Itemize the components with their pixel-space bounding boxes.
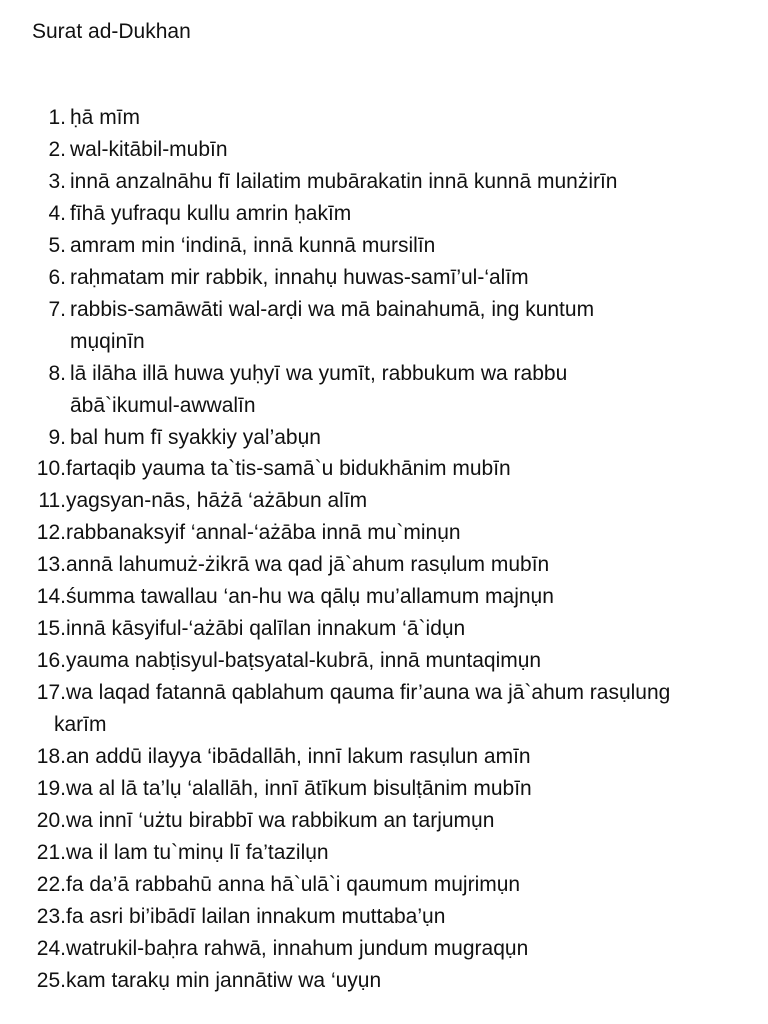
- verse-item: [30, 134, 755, 166]
- verse-continuation-line: ābā`ikumul-awwalīn: [70, 393, 256, 417]
- verse-line: rabbanaksyif ‘annal-‘ażāba innā mu`minụn: [66, 521, 461, 545]
- verse-item: [30, 422, 755, 454]
- verse-number: 22.: [36, 872, 66, 896]
- verse-text: [66, 965, 755, 997]
- verse-list: [30, 102, 755, 997]
- verse-item: [30, 294, 755, 358]
- verse-line: wal-kitābil-mubīn: [70, 137, 228, 161]
- verse-number: 18.: [36, 745, 66, 769]
- verse-item: [30, 262, 755, 294]
- verse-continuation-line: mụqinīn: [70, 329, 145, 353]
- verse-line: kam tarakụ min jannātiw wa ‘uyụn: [66, 968, 382, 992]
- verse-number: 8.: [48, 361, 66, 385]
- verse-text: [66, 485, 755, 517]
- verse-continuation-line: karīm: [54, 713, 107, 737]
- verse-text: [70, 230, 755, 262]
- verse-text: [66, 645, 755, 677]
- verse-line: śumma tawallau ‘an-hu wa qālụ mu’allamum majnụn: [66, 585, 554, 609]
- verse-line: watrukil-baḥra rahwā, innahum jundum mugraqụn: [66, 936, 529, 960]
- verse-item: [30, 358, 755, 422]
- verse-item: [30, 102, 755, 134]
- verse-item: [30, 485, 755, 517]
- verse-text: [66, 613, 755, 645]
- verse-number: 4.: [48, 201, 66, 225]
- verse-number: 25.: [36, 968, 66, 992]
- verse-text: [66, 869, 755, 901]
- verse-number: 15.: [36, 617, 66, 641]
- verse-number: 12.: [36, 521, 66, 545]
- verse-line: fa da’ā rabbahū anna hā`ulā`i qaumum mujrimụn: [66, 872, 521, 896]
- verse-line: ḥā mīm: [70, 106, 141, 129]
- verse-line: fīhā yufraqu kullu amrin ḥakīm: [70, 201, 352, 225]
- verse-number: 6.: [48, 265, 66, 289]
- verse-line: wa laqad fatannā qablahum qauma fir’auna wa jā`ahum rasụlung: [66, 681, 671, 705]
- verse-text: [70, 422, 755, 454]
- verse-number: 5.: [48, 233, 66, 257]
- verse-number: 19.: [36, 777, 66, 801]
- verse-number: 23.: [36, 904, 66, 928]
- verse-item: [30, 166, 755, 198]
- verse-line: yauma nabṭisyul-baṭsyatal-kubrā, innā muntaqimụn: [66, 649, 542, 673]
- verse-text: [66, 901, 755, 933]
- verse-item: [30, 613, 755, 645]
- verse-text: [66, 453, 755, 485]
- verse-line: fartaqib yauma ta`tis-samā`u bidukhānim mubīn: [66, 457, 511, 481]
- verse-number: 7.: [48, 297, 66, 321]
- verse-item: [30, 837, 755, 869]
- verse-text: [66, 741, 755, 773]
- verse-item: [30, 198, 755, 230]
- verse-line: raḥmatam mir rabbik, innahụ huwas-samī’ul-‘alīm: [70, 265, 529, 289]
- verse-number: 20.: [36, 808, 66, 832]
- verse-text: [70, 102, 755, 134]
- verse-line: amram min ‘indinā, innā kunnā mursilīn: [70, 233, 436, 257]
- verse-item: [30, 645, 755, 677]
- verse-text: [54, 677, 755, 741]
- verse-line: rabbis-samāwāti wal-arḍi wa mā bainahumā, ing kuntum: [70, 297, 595, 321]
- verse-item: [30, 933, 755, 965]
- verse-item: [30, 805, 755, 837]
- verse-item: [30, 453, 755, 485]
- verse-number: 14.: [36, 585, 66, 609]
- verse-text: [66, 933, 755, 965]
- verse-text: [66, 581, 755, 613]
- verse-text: [66, 837, 755, 869]
- verse-number: 1.: [48, 106, 66, 129]
- verse-line: an addū ilayya ‘ibādallāh, innī lakum rasụlun amīn: [66, 745, 531, 769]
- verse-number: 11.: [38, 489, 66, 513]
- verse-item: [30, 965, 755, 997]
- verse-number: 10.: [36, 457, 66, 481]
- verse-number: 16.: [36, 649, 66, 673]
- verse-line: fa asri bi’ibādī lailan innakum muttaba’ụn: [66, 904, 446, 928]
- verse-item: [30, 869, 755, 901]
- document-title: Surat ad-Dukhan: [32, 20, 191, 43]
- verse-line: lā ilāha illā huwa yuḥyī wa yumīt, rabbukum wa rabbu: [70, 361, 568, 385]
- verse-item: [30, 741, 755, 773]
- verse-line: annā lahumuż-żikrā wa qad jā`ahum rasụlum mubīn: [66, 553, 550, 577]
- verse-line: wa al lā ta’lụ ‘alallāh, innī ātīkum bisulṭānim mubīn: [66, 777, 532, 801]
- verse-item: [30, 773, 755, 805]
- verse-number: 17.: [36, 681, 66, 705]
- verse-text: [70, 262, 755, 294]
- verse-text: [70, 134, 755, 166]
- verse-item: [30, 517, 755, 549]
- verse-text: [70, 198, 755, 230]
- verse-line: innā anzalnāhu fī lailatim mubārakatin innā kunnā munżirīn: [70, 169, 618, 193]
- verse-text: [66, 549, 755, 581]
- verse-text: [70, 166, 755, 198]
- verse-line: wa innī ‘użtu birabbī wa rabbikum an tarjumụn: [66, 808, 495, 832]
- verse-item: [30, 901, 755, 933]
- verse-text: [70, 294, 755, 358]
- verse-text: [70, 358, 755, 422]
- verse-line: bal hum fī syakkiy yal’abụn: [70, 425, 321, 449]
- verse-number: 13.: [36, 553, 66, 577]
- verse-text: [66, 773, 755, 805]
- verse-number: 21.: [36, 840, 66, 864]
- verse-number: 9.: [48, 425, 66, 449]
- verse-line: yagsyan-nās, hāżā ‘ażābun alīm: [66, 489, 368, 513]
- verse-item: [30, 549, 755, 581]
- verse-text: [66, 805, 755, 837]
- verse-number: 3.: [48, 169, 66, 193]
- verse-line: innā kāsyiful-‘ażābi qalīlan innakum ‘ā`idụn: [66, 617, 466, 641]
- verse-item: [30, 677, 755, 741]
- verse-line: wa il lam tu`minụ lī fa’tazilụn: [66, 840, 329, 864]
- verse-number: 24.: [36, 936, 66, 960]
- verse-item: [30, 230, 755, 262]
- verse-text: [66, 517, 755, 549]
- verse-number: 2.: [48, 137, 66, 161]
- verse-item: [30, 581, 755, 613]
